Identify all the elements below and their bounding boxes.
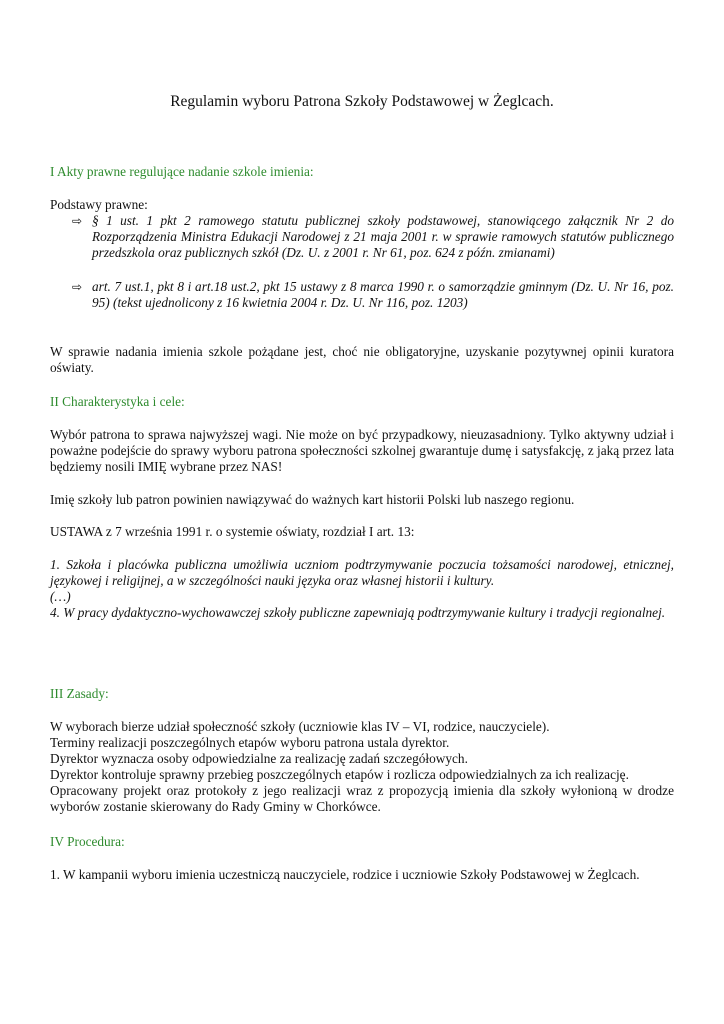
rule-line: Dyrektor kontroluje sprawny przebieg poszczególnych etapów i rozlicza odpowiedzialnych za ich realizację. (50, 767, 629, 782)
legal-bullet-text: art. 7 ust.1, pkt 8 i art.18 ust.2, pkt 15 ustawy z 8 marca 1990 r. o samorządzie gminnym (Dz. U. Nr 16, poz. 95) (tekst ujednolicony z 16 kwietnia 2004 r. Dz. U. Nr 116, poz. 1203) (92, 279, 674, 310)
legal-bullet-2 (50, 279, 674, 311)
statute-quote-ellipsis: (…) (50, 589, 71, 604)
rule-line: Dyrektor wyznacza osoby odpowiedzialne za realizację zadań szczegółowych. (50, 751, 468, 766)
legal-bullet-1 (50, 213, 674, 261)
arrow-right-icon: ⇨ (72, 280, 83, 294)
rule-closing: Opracowany projekt oraz protokoły z jego realizacji wraz z propozycją imienia dla szkoły wyłonioną w drodze wyborów zostanie skierowany do Rady Gminy w Chorkówce. (50, 783, 674, 814)
section-1-heading: I Akty prawne regulujące nadanie szkole imienia: (50, 164, 314, 179)
statute-reference: USTAWA z 7 września 1991 r. o systemie oświaty, rozdział I art. 13: (50, 524, 415, 539)
rule-line: W wyborach bierze udział społeczność szkoły (uczniowie klas IV – VI, rodzice, nauczyciele). (50, 719, 550, 734)
document-title: Regulamin wyboru Patrona Szkoły Podstawowej w Żeglcach. (170, 93, 554, 110)
rule-line: Terminy realizacji poszczególnych etapów wyboru patrona ustala dyrektor. (50, 735, 450, 750)
section-3-heading: III Zasady: (50, 686, 109, 701)
statute-quote-1: 1. Szkoła i placówka publiczna umożliwia uczniom podtrzymywanie poczucia tożsamości narodowej, etnicznej, językowej i religijnej, a w szczególności nauki języka oraz własnej historii i kultury. (50, 557, 674, 588)
section-4-heading: IV Procedura: (50, 834, 125, 849)
curator-note: W sprawie nadania imienia szkole pożądane jest, choć nie obligatoryjne, uzyskanie pozytywnej opinii kuratora oświaty. (50, 344, 674, 375)
procedure-item-1: 1. W kampanii wyboru imienia uczestniczą nauczyciele, rodzice i uczniowie Szkoły Podstawowej w Żeglcach. (50, 867, 640, 882)
arrow-right-icon: ⇨ (72, 214, 83, 228)
rules-list (50, 719, 674, 815)
legal-bullet-text: § 1 ust. 1 pkt 2 ramowego statutu publicznej szkoły podstawowej, stanowiącego załącznik Nr 2 do Rozporządzenia Ministra Edukacji Narodowej z 21 maja 2001 r. w sprawie ramowych statutów publicznego przedszkola oraz publicznych szkół (Dz. U. z 2001 r. Nr 61, poz. 624 z późn. zmianami) (92, 213, 674, 260)
section-2-paragraph-1: Wybór patrona to sprawa najwyższej wagi. Nie może on być przypadkowy, nieuzasadniony. Tylko aktywny udział i poważne podejście do sprawy wyboru patrona społeczności szkolnej gwarantuje dumę i satysfakcję, z jaką przez lata będziemy nosili IMIĘ wybrane przez NAS! (50, 427, 674, 474)
statute-quote-4: 4. W pracy dydaktyczno-wychowawczej szkoły publiczne zapewniają podtrzymywanie kultury i tradycji regionalnej. (50, 605, 666, 620)
section-2-heading: II Charakterystyka i cele: (50, 394, 185, 409)
legal-basis-label: Podstawy prawne: (50, 197, 148, 212)
section-2-paragraph-2: Imię szkoły lub patron powinien nawiązywać do ważnych kart historii Polski lub naszego regionu. (50, 492, 575, 507)
